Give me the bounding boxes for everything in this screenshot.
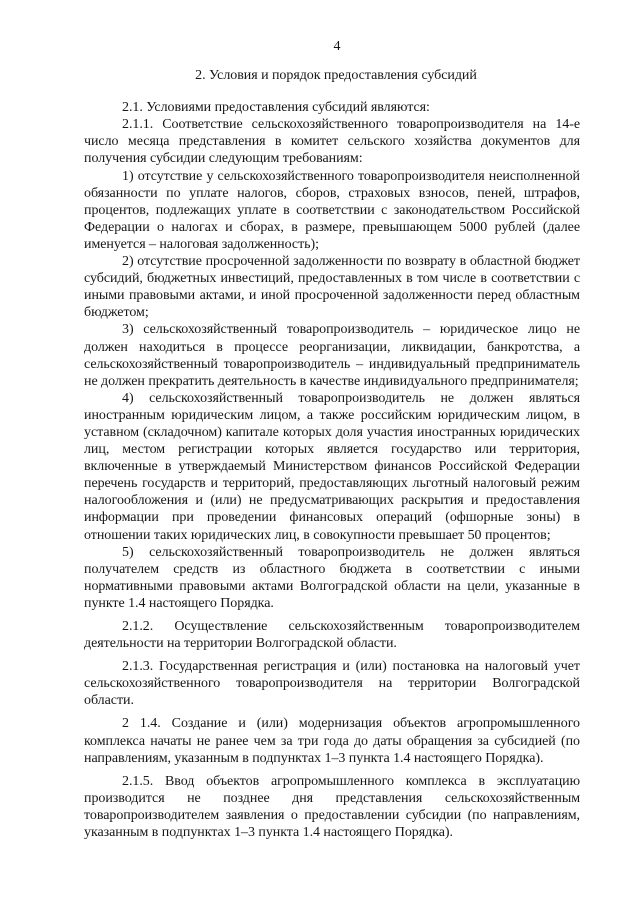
paragraph-item-5: 5) сельскохозяйственный товаропроизводитель не должен являться получателем средств из областного бюджета в соответствии с иными нормативными правовыми актами Волгоградской области на цели, указанные в пункте 1.4 настоящего Порядка.	[84, 544, 580, 611]
paragraph-2-1-5: 2.1.5. Ввод объектов агропромышленного комплекса в эксплуатацию производится не позднее дня представления сельскохозяйственным товаропроизводителем заявления о предоставлении субсидии (по направлениям, указанным в подпунктах 1–3 пункта 1.4 настоящего Порядка).	[84, 773, 580, 841]
paragraph-2-1-2: 2.1.2. Осуществление сельскохозяйственным товаропроизводителем деятельности на территории Волгоградской области.	[84, 619, 580, 652]
paragraph-2-1-3: 2.1.3. Государственная регистрация и (или) постановка на налоговый учет сельскохозяйственного товаропроизводителя на территории Волгоградской области.	[84, 659, 580, 709]
paragraph-2-1-1: 2.1.1. Соответствие сельскохозяйственного товаропроизводителя на 14-е число месяца представления в комитет сельского хозяйства документов для получения субсидии следующим требованиям:	[84, 117, 580, 167]
document-page	[84, 38, 580, 841]
paragraph-item-4: 4) сельскохозяйственный товаропроизводитель не должен являться иностранным юридическим лицом, а также российским юридическим лицом, в уставном (складочном) капитале которых доля участия иностранных юридических лиц, местом регистрации которых является государство или территория, включенные в утверждаемый Министерством финансов Российской Федерации перечень государств и территорий, предоставляющих льготный налоговый режим налогообложения и (или) не предусматривающих раскрытия и предоставления информации при проведении финансовых операций (офшорные зоны) в отношении таких юридических лиц, в совокупности превышает 50 процентов;	[84, 390, 580, 543]
paragraph-2-1: 2.1. Условиями предоставления субсидий являются:	[122, 100, 430, 116]
section-title: 2. Условия и порядок предоставления субсидий	[195, 68, 477, 84]
paragraph-item-3: 3) сельскохозяйственный товаропроизводитель – юридическое лицо не должен находиться в процессе реорганизации, ликвидации, банкротства, а сельскохозяйственный товаропроизводитель – индивидуальный предприниматель не должен прекратить деятельность в качестве индивидуального предпринимателя;	[84, 322, 580, 389]
paragraph-item-1: 1) отсутствие у сельскохозяйственного товаропроизводителя неисполненной обязанности по уплате налогов, сборов, страховых взносов, пеней, штрафов, процентов, подлежащих уплате в соответствии с законодательством Российской Федерации о налогах и сборах, в размере, превышающем 5000 рублей (далее именуется – налоговая задолженность);	[84, 168, 580, 252]
paragraph-2-1-4: 2 1.4. Создание и (или) модернизация объектов агропромышленного комплекса начаты не ранее чем за три года до даты обращения за субсидией (по направлениям, указанным в подпунктах 1–3 пункта 1.4 настоящего Порядка).	[84, 716, 580, 766]
page-number: 4	[333, 39, 341, 54]
paragraph-item-2: 2) отсутствие просроченной задолженности по возврату в областной бюджет субсидий, бюджетных инвестиций, предоставленных в том числе в соответствии с иными правовыми актами, и иной просроченной задолженности перед областным бюджетом;	[84, 254, 580, 321]
